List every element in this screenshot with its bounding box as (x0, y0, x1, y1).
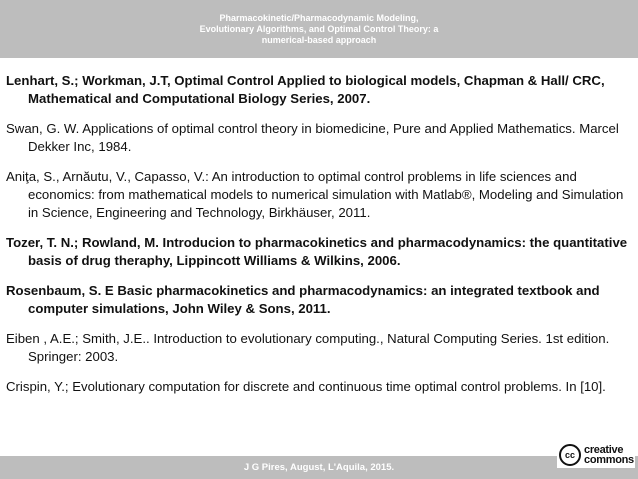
cc-icon (559, 444, 581, 466)
cc-wordmark (584, 445, 634, 465)
cc-word-creative: creative (584, 444, 624, 456)
footer-text: J G Pires, August, L'Aquila, 2015. (243, 462, 395, 473)
reference-eiben: Eiben , A.E.; Smith, J.E.. Introduction to evolutionary computing., Natural Computing Series. 1st edition. Springer: 2003. (6, 331, 610, 364)
reference-list (6, 72, 632, 408)
cc-word-commons: commons (584, 454, 634, 466)
cc-circle-text: cc (564, 450, 575, 460)
reference-lenhart: Lenhart, S.; Workman, J.T, Optimal Control Applied to biological models, Chapman & Hall/ CRC, Mathematical and Computational Biology Series, 2007. (6, 73, 605, 106)
reference-anita: Aniţa, S., Arnăutu, V., Capasso, V.: An introduction to optimal control problems in life sciences and economics: from mathematical models to numerical simulation with Matlab®, Modeling and Simulation in Science, Engineering and Technology, Birkhäuser, 2011. (6, 169, 624, 220)
reference-rosenbaum: Rosenbaum, S. E Basic pharmacokinetics and pharmacodynamics: an integrated textbook and computer simulations, John Wiley & Sons, 2011. (6, 283, 600, 316)
header-title-line-3: numerical-based approach (261, 34, 377, 45)
slide-footer (0, 456, 638, 479)
reference-tozer: Tozer, T. N.; Rowland, M. Introducion to pharmacokinetics and pharmacodynamics: the quantitative basis of drug theraphy, Lippincott Williams & Wilkins, 2006. (6, 235, 628, 268)
creative-commons-logo (557, 442, 635, 468)
slide-header (0, 0, 638, 58)
reference-crispin: Crispin, Y.; Evolutionary computation for discrete and continuous time optimal control problems. In [10]. (6, 379, 606, 394)
reference-swan: Swan, G. W. Applications of optimal control theory in biomedicine, Pure and Applied Mathematics. Marcel Dekker Inc, 1984. (6, 121, 619, 154)
header-title-line-1: Pharmacokinetic/Pharmacodynamic Modeling, (219, 12, 419, 23)
header-title-line-2: Evolutionary Algorithms, and Optimal Control Theory: a (199, 23, 439, 34)
